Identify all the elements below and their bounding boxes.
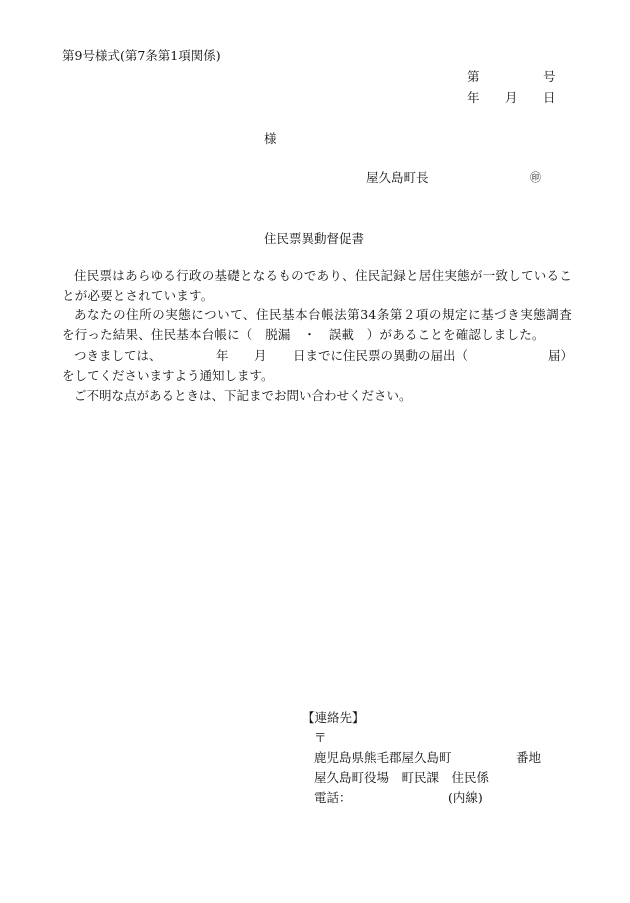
date-year: 年	[467, 90, 480, 105]
contact-address-suffix: 番地	[516, 750, 542, 765]
postal-mark: 〒	[314, 730, 327, 745]
paragraph-3-month: 月	[254, 348, 267, 363]
paragraph-4: ご不明な点があるときは、下記までお問い合わせください。	[74, 388, 412, 403]
seal-mark: ㊞	[530, 171, 541, 184]
date-month: 月	[505, 90, 518, 105]
doc-number-suffix: 号	[543, 69, 556, 84]
form-number: 第9号様式(第7条第1項関係)	[62, 48, 221, 63]
document-title: 住民票異動督促書	[264, 231, 365, 246]
paragraph-3-year: 年	[216, 348, 229, 363]
sender-title: 屋久島町長	[366, 170, 429, 185]
contact-phone-label: 電話：	[314, 790, 352, 805]
paragraph-1: 住民票はあらゆる行政の基礎となるものであり、住民記録と居住実態が一致していることが必要とされています。	[62, 268, 572, 303]
addressee-honorific: 様	[264, 131, 277, 146]
contact-address: 鹿児島県熊毛郡屋久島町	[314, 750, 452, 765]
contact-heading: 【連絡先】	[302, 710, 365, 725]
paragraph-2: あなたの住所の実態について、住民基本台帳法第34条第２項の規定に基づき実態調査を行った結果、住民基本台帳に（ 脱漏 ・ 誤載 ）があることを確認しました。	[62, 307, 572, 342]
paragraph-3-tail: をしてくださいますよう通知します。	[62, 368, 274, 383]
contact-extension: (内線)	[448, 790, 483, 805]
paragraph-3-close: 届）	[548, 348, 574, 363]
paragraph-3-deadline: 日までに住民票の異動の届出（	[293, 348, 469, 363]
date-day: 日	[543, 90, 556, 105]
paragraph-3-lead: つきましては、	[74, 348, 162, 363]
contact-office: 屋久島町役場 町民課 住民係	[314, 770, 490, 785]
doc-number-prefix: 第	[467, 69, 480, 84]
